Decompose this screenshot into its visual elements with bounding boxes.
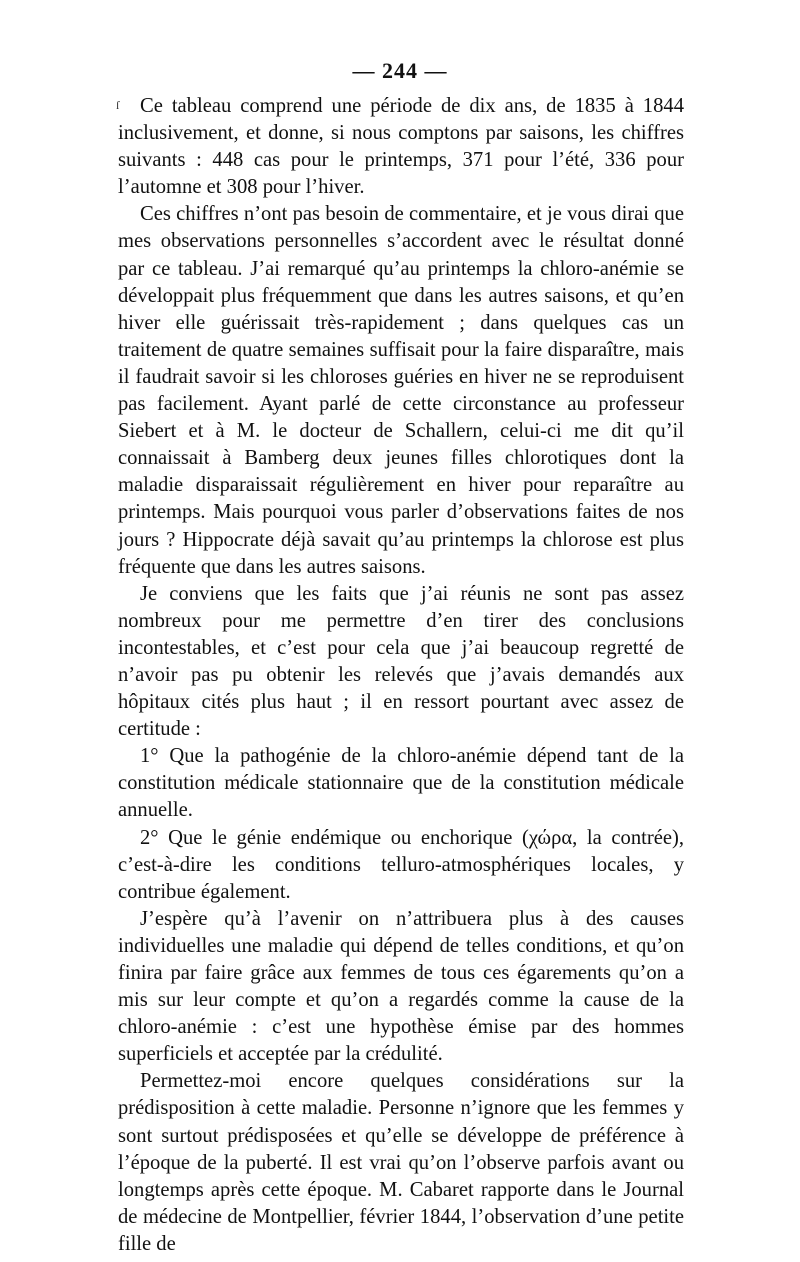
paragraph-2: Ces chiffres n’ont pas besoin de commentaire, et je vous dirai que mes observations personnelles s’accordent avec le résultat donné par ce tableau. J’ai remarqué qu’au printemps la chloro-anémie se développait plus fréquemment que dans les autres saisons, et qu’en hiver elle guérissait très-rapidement ; dans quelques cas un traitement de quatre semaines suffisait pour la faire disparaître, mais il faudrait savoir si les chloroses guéries en hiver ne se reproduisent pas facilement. Ayant parlé de cette circonstance au professeur Siebert et à M. le docteur de Schallern, celui-ci me dit qu’il connaissait à Bamberg deux jeunes filles chlorotiques dont la maladie disparaissait régulièrement en hiver pour reparaître au printemps. Mais pourquoi vous parler d’observations faites de nos jours ? Hippocrate déjà savait qu’au printemps la chlorose est plus fréquente que dans les autres saisons. xyxy=(118,203,684,578)
margin-mark: ſ xyxy=(116,98,120,112)
page-number: — 244 — xyxy=(352,58,448,83)
paragraph-6: J’espère qu’à l’avenir on n’attribuera plus à des causes individuelles une maladie qui dépend de telles conditions, et qu’on finira par faire grâce aux femmes de tous ces égarements qu’on a mis sur leur compte et qu’on a regardés comme la cause de la chloro-anémie : c’est une hypothèse émise par des hommes superficiels et acceptée par la crédulité. xyxy=(118,907,684,1066)
paragraph-4: 1° Que la pathogénie de la chloro-anémie dépend tant de la constitution médicale stationnaire que de la constitution médicale annuelle. xyxy=(118,745,684,822)
paragraph-1: Ce tableau comprend une période de dix ans, de 1835 à 1844 inclusivement, et donne, si nous comptons par saisons, les chiffres suivants : 448 cas pour le printemps, 371 pour l’été, 336 pour l’automne et 308 pour l’hiver. xyxy=(118,95,684,199)
paragraph-7: Permettez-moi encore quelques considérations sur la prédisposition à cette maladie. Personne n’ignore que les femmes y sont surtout prédisposées et qu’elle se développe de préférence à l’époque de la puberté. Il est vrai qu’on l’observe parfois avant ou longtemps après cette époque. M. Cabaret rapporte dans le Journal de médecine de Montpellier, février 1844, l’observation d’une petite fille de xyxy=(118,1070,684,1255)
paragraph-3: Je conviens que les faits que j’ai réunis ne sont pas assez nombreux pour me permettre d’en tirer des conclusions incontestables, et c’est pour cela que j’ai beaucoup regretté de n’avoir pas pu obtenir les relevés que j’avais demandés aux hôpitaux cités plus haut ; il en ressort pourtant avec assez de certitude : xyxy=(118,582,684,741)
paragraph-5: 2° Que le génie endémique ou enchorique (χώρα, la contrée), c’est-à-dire les conditions telluro-atmosphériques locales, y contribue également. xyxy=(118,826,684,903)
body-text xyxy=(118,93,684,1258)
